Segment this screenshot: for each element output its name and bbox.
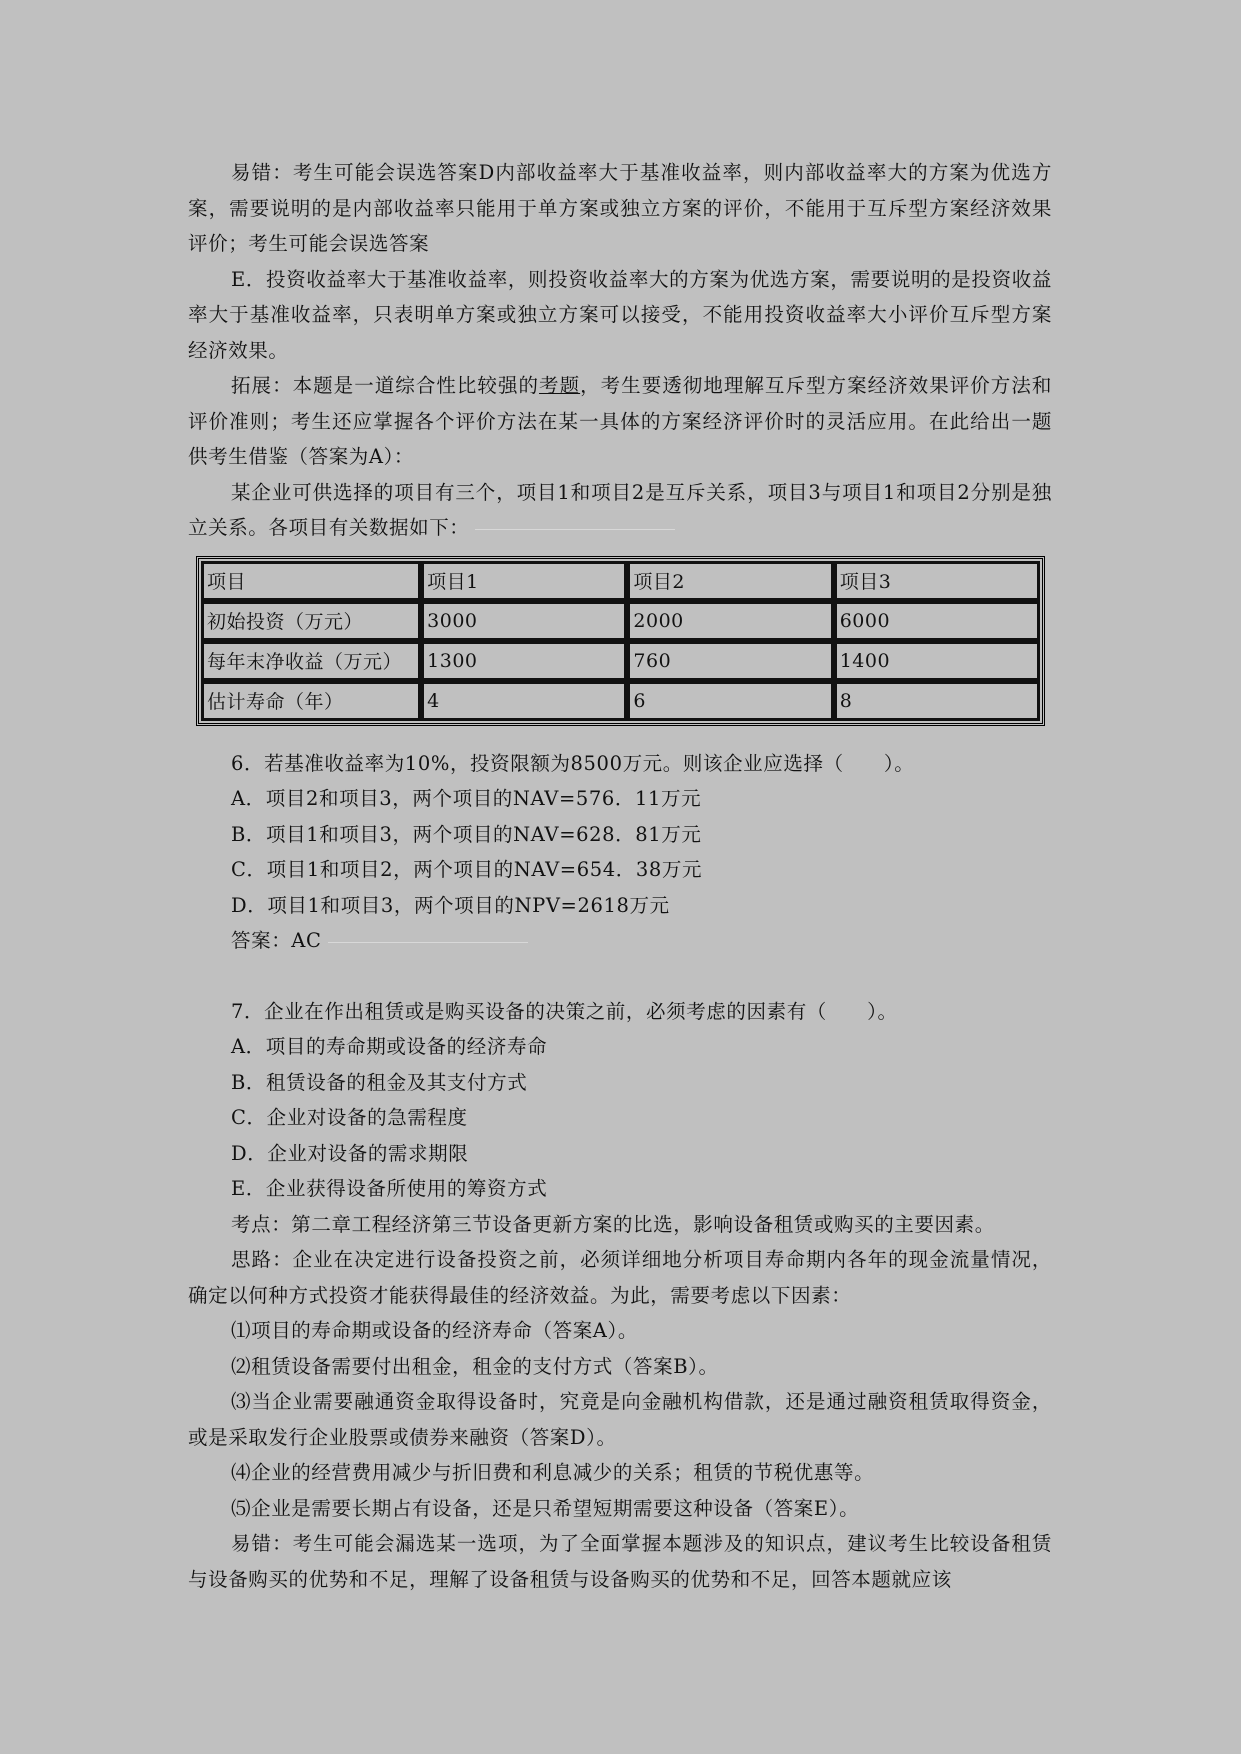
faint-underline: [475, 528, 675, 530]
question-6-option-b: B．项目1和项目3，两个项目的NAV=628．81万元: [231, 822, 702, 846]
question-7-option-e: E．企业获得设备所使用的筹资方式: [231, 1177, 548, 1200]
table-cell: 项目: [202, 562, 420, 600]
table-cell: 4: [422, 682, 626, 720]
table-cell: 3000: [422, 602, 626, 640]
paragraph-intro: [188, 475, 1052, 546]
document-page: [188, 155, 1052, 1597]
table-cell: 1300: [422, 642, 626, 680]
table-cell: 6000: [835, 602, 1039, 640]
paragraph-yicuo-1: 易错：考生可能会误选答案D内部收益率大于基准收益率，则内部收益率大的方案为优选方案，需要说明的是内部收益率只能用于单方案或独立方案的评价，不能用于互斥型方案经济效果评价；考生可能会误选答案: [188, 161, 1052, 255]
question-7-option-b: B．租赁设备的租金及其支付方式: [231, 1070, 528, 1094]
question-6-stem: 6．若基准收益率为10%，投资限额为8500万元。则该企业应选择（ ）。: [231, 751, 915, 775]
table-row: [202, 642, 1039, 680]
table-row: [202, 682, 1039, 720]
table-cell: 760: [628, 642, 832, 680]
question-7-option-a: A．项目的寿命期或设备的经济寿命: [231, 1035, 548, 1058]
project-data-table: [196, 556, 1045, 726]
question-7-factor-4: ⑷企业的经营费用减少与折旧费和利息减少的关系；租赁的节税优惠等。: [231, 1461, 875, 1484]
paragraph-expand: [188, 368, 1052, 475]
question-7-factor-1: ⑴项目的寿命期或设备的经济寿命（答案A）。: [231, 1319, 638, 1342]
table-cell: 1400: [835, 642, 1039, 680]
table-row: [202, 562, 1039, 600]
intro-text: 某企业可供选择的项目有三个，项目1和项目2是互斥关系，项目3与项目1和项目2分别是独立关系。各项目有关数据如下：: [188, 480, 1052, 539]
exam-question-link[interactable]: 考题: [539, 374, 581, 397]
table-row: [202, 602, 1039, 640]
table-cell: 每年末净收益（万元）: [202, 642, 420, 680]
question-6-answer: [231, 923, 1052, 959]
table-cell: 项目3: [835, 562, 1039, 600]
table-cell: 项目1: [422, 562, 626, 600]
question-6-option-c: C．项目1和项目2，两个项目的NAV=654．38万元: [231, 858, 703, 881]
question-7-factor-2: ⑵租赁设备需要付出租金，租金的支付方式（答案B）。: [231, 1354, 719, 1378]
expand-text-before: 拓展：本题是一道综合性比较强的: [231, 374, 540, 397]
question-7-yicuo: 易错：考生可能会漏选某一选项，为了全面掌握本题涉及的知识点，建议考生比较设备租赁与设备购买的优势和不足，理解了设备租赁与设备购买的优势和不足，回答本题就应该: [188, 1532, 1052, 1591]
table-cell: 8: [835, 682, 1039, 720]
table-cell: 2000: [628, 602, 832, 640]
question-7-stem: 7．企业在作出租赁或是购买设备的决策之前，必须考虑的因素有（ ）。: [231, 999, 898, 1023]
question-7-silu: 思路：企业在决定进行设备投资之前，必须详细地分析项目寿命期内各年的现金流量情况，确定以何种方式投资才能获得最佳的经济效益。为此，需要考虑以下因素：: [188, 1248, 1052, 1307]
faint-underline: [328, 941, 528, 943]
question-6-option-a: A．项目2和项目3，两个项目的NAV=576．11万元: [231, 787, 702, 810]
table-cell: 项目2: [628, 562, 832, 600]
table-cell: 6: [628, 682, 832, 720]
question-7-factor-5: ⑸企业是需要长期占有设备，还是只希望短期需要这种设备（答案E）。: [231, 1496, 860, 1520]
expand-text-after: ，考生要透彻地理解互斥型方案经济效果评价方法和评价准则；考生还应掌握各个评价方法在某一具体的方案经济评价时的灵活应用。在此给出一题供考生借鉴（答案为A）：: [188, 374, 1052, 468]
spacer: [188, 959, 1052, 994]
paragraph-option-e-explanation: E．投资收益率大于基准收益率，则投资收益率大的方案为优选方案，需要说明的是投资收益率大于基准收益率，只表明单方案或独立方案可以接受，不能用投资收益率大小评价互斥型方案经济效果。: [188, 267, 1052, 362]
question-6-option-d: D．项目1和项目3，两个项目的NPV=2618万元: [231, 893, 670, 917]
answer-text: 答案：AC: [231, 929, 322, 952]
table-cell: 估计寿命（年）: [202, 682, 420, 720]
table-cell: 初始投资（万元）: [202, 602, 420, 640]
question-7-factor-3: ⑶当企业需要融通资金取得设备时，究竟是向金融机构借款，还是通过融资租赁取得资金，或是采取发行企业股票或债券来融资（答案D）。: [188, 1390, 1052, 1449]
question-7-option-d: D．企业对设备的需求期限: [231, 1141, 469, 1165]
question-7-kaodian: 考点：第二章工程经济第三节设备更新方案的比选，影响设备租赁或购买的主要因素。: [231, 1212, 995, 1236]
question-7-option-c: C．企业对设备的急需程度: [231, 1106, 468, 1129]
